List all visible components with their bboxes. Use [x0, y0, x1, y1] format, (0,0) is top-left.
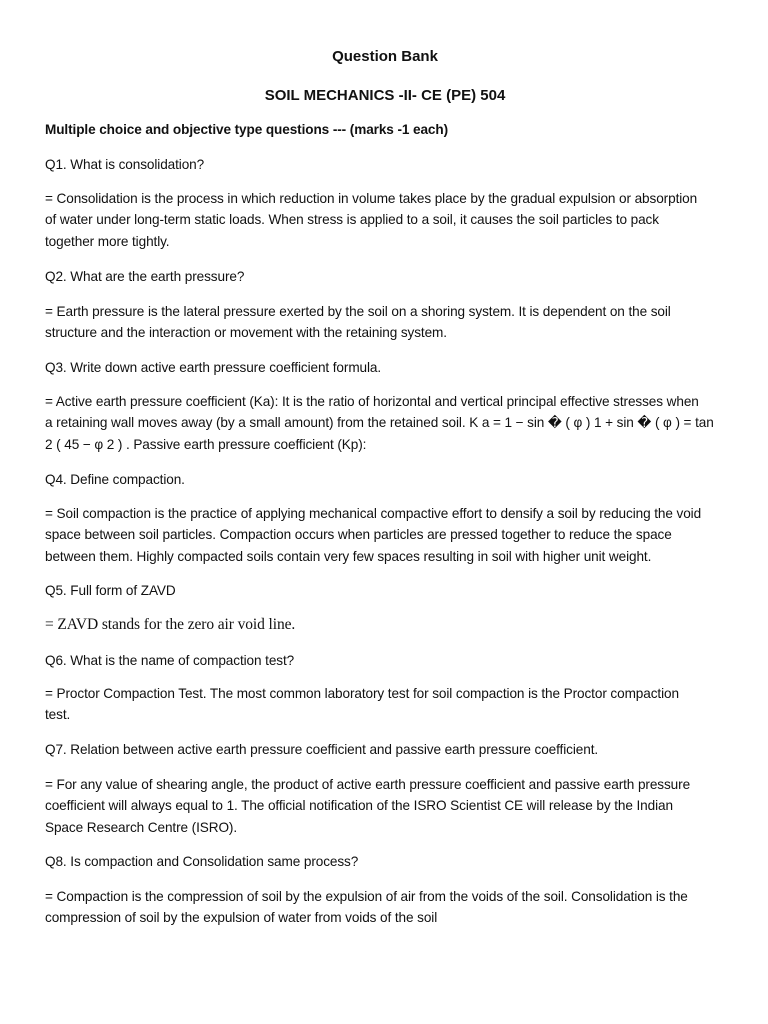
answer-7-line: = For any value of shearing angle, the product of active earth pressure coefficient and passive earth pressure — [45, 777, 691, 792]
answer-1-line: of water under long-term static loads. When stress is applied to a soil, it causes the soil particles to pack — [45, 212, 659, 228]
answer-7 — [45, 774, 725, 838]
answer-5-line: = ZAVD stands for the zero air void line. — [45, 616, 296, 633]
answer-4-line: = Soil compaction is the practice of applying mechanical compactive effort to densify a soil by reducing the void — [45, 506, 702, 521]
answer-6-line: test. — [45, 707, 71, 723]
answer-7-line: coefficient will always equal to 1. The official notification of the ISRO Scientist CE will release by the Indian — [45, 798, 673, 814]
answer-8-line: = Compaction is the compression of soil by the expulsion of air from the voids of the soil. Consolidation is the — [45, 889, 688, 904]
answer-3-line: = Active earth pressure coefficient (Ka): It is the ratio of horizontal and vertical principal effective stresses when — [45, 394, 699, 409]
answer-4 — [45, 503, 725, 567]
answer-2 — [45, 301, 725, 344]
answer-6-line: = Proctor Compaction Test. The most common laboratory test for soil compaction is the Proctor compaction — [45, 686, 679, 701]
question-1: Q1. What is consolidation? — [45, 157, 205, 172]
answer-8-line: compression of soil by the expulsion of water from voids of the soil — [45, 910, 438, 926]
answer-1 — [45, 188, 725, 252]
answer-2-line: structure and the interaction or movement with the retaining system. — [45, 325, 447, 341]
question-5: Q5. Full form of ZAVD — [45, 583, 176, 598]
question-6: Q6. What is the name of compaction test? — [45, 653, 295, 668]
answer-4-line: space between soil particles. Compaction occurs when particles are pressed together to reduce the space — [45, 527, 672, 543]
answer-6 — [45, 683, 725, 726]
question-2: Q2. What are the earth pressure? — [45, 269, 245, 284]
document-subtitle: SOIL MECHANICS -II- CE (PE) 504 — [264, 87, 506, 104]
answer-2-line: = Earth pressure is the lateral pressure exerted by the soil on a shoring system. It is dependent on the soil — [45, 304, 671, 319]
question-4: Q4. Define compaction. — [45, 472, 185, 487]
question-3: Q3. Write down active earth pressure coefficient formula. — [45, 360, 382, 375]
answer-3 — [45, 391, 725, 455]
answer-4-line: between them. Highly compacted soils contain very few spaces resulting in soil with higher unit weight. — [45, 548, 652, 564]
question-8: Q8. Is compaction and Consolidation same process? — [45, 854, 359, 869]
answer-3-line: a retaining wall moves away (by a small amount) from the retained soil. K a = 1 − sin � ( φ ) 1 + sin � ( φ ) = tan — [45, 415, 714, 431]
answer-1-line: = Consolidation is the process in which reduction in volume takes place by the gradual expulsion or absorption — [45, 191, 698, 206]
question-7: Q7. Relation between active earth pressure coefficient and passive earth pressure coefficient. — [45, 742, 599, 757]
document-title: Question Bank — [332, 48, 438, 65]
answer-7-line: Space Research Centre (ISRO). — [45, 819, 238, 835]
section-heading: Multiple choice and objective type questions --- (marks -1 each) — [45, 122, 449, 137]
answer-1-line: together more tightly. — [45, 233, 170, 249]
answer-3-line: 2 ( 45 − φ 2 ) . Passive earth pressure coefficient (Kp): — [45, 436, 367, 452]
answer-8 — [45, 886, 725, 929]
answer-5 — [45, 614, 725, 635]
